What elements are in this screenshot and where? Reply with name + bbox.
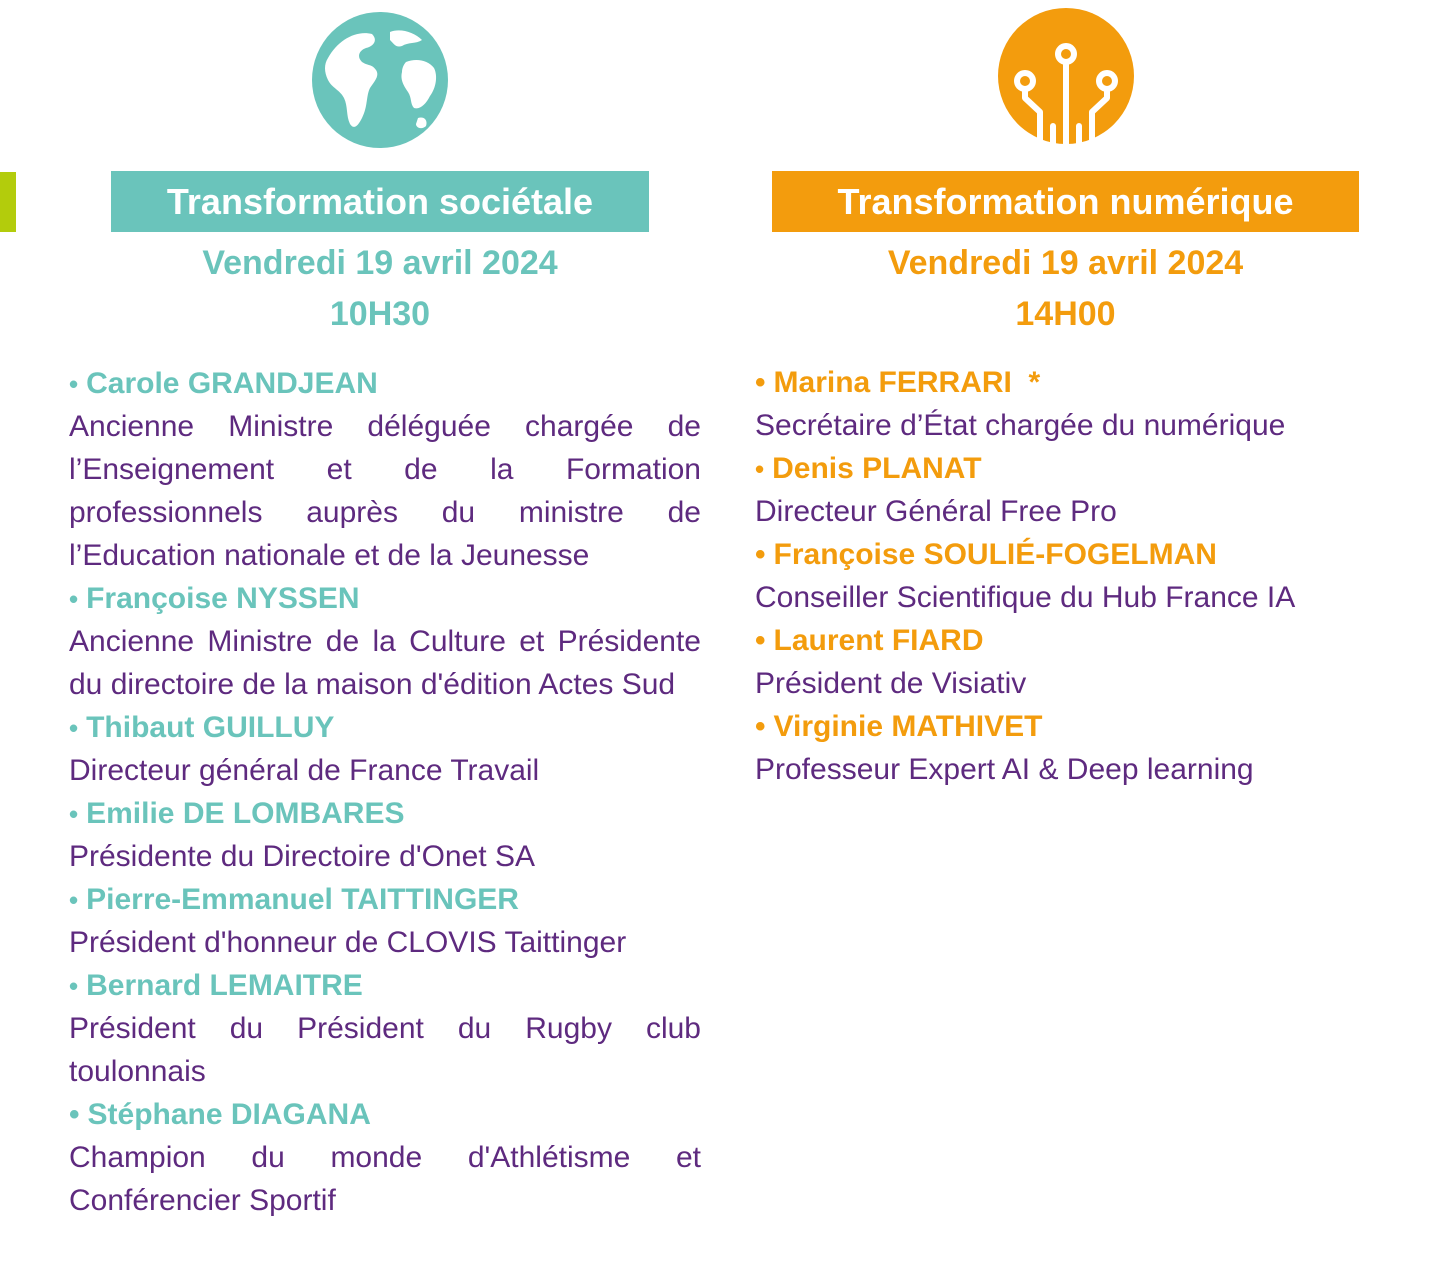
list-item — [755, 447, 1395, 533]
speaker-name — [69, 878, 701, 921]
speaker-role: Directeur général de France Travail — [69, 754, 540, 787]
speaker-name-text: Stéphane DIAGANA — [87, 1098, 371, 1131]
list-item — [755, 533, 1395, 619]
bullet: • — [755, 624, 766, 657]
speaker-name-text: Bernard LEMAITRE — [86, 969, 363, 1002]
list-item — [755, 361, 1395, 447]
bullet: • — [755, 710, 766, 743]
bullet: • — [69, 584, 79, 614]
bullet: • — [69, 1098, 80, 1131]
speaker-name — [755, 533, 1395, 576]
globe-icon — [310, 10, 450, 150]
list-item — [755, 619, 1395, 705]
speaker-name-text: Françoise NYSSEN — [86, 582, 360, 615]
speaker-role: Champion du monde d'Athlétisme et Conférencier Sportif — [69, 1141, 701, 1217]
speaker-role: Président de Visiativ — [755, 667, 1027, 700]
bullet: • — [755, 366, 766, 399]
speaker-name-text: Laurent FIARD — [773, 624, 984, 657]
speaker-name-text: Pierre-Emmanuel TAITTINGER — [86, 883, 519, 916]
speaker-role: Présidente du Directoire d'Onet SA — [69, 840, 535, 873]
speaker-name-text: Carole GRANDJEAN — [86, 367, 378, 400]
speaker-role: Directeur Général Free Pro — [755, 495, 1117, 528]
section-title: Transformation numérique — [837, 180, 1294, 222]
speaker-name-text: Françoise SOULIÉ-FOGELMAN — [773, 538, 1217, 571]
speaker-name — [755, 361, 1395, 404]
speaker-name-text: Thibaut GUILLUY — [86, 711, 335, 744]
event-time: 10H30 — [329, 295, 431, 333]
event-time: 14H00 — [1015, 295, 1116, 333]
bullet: • — [69, 799, 79, 829]
section-title: Transformation sociétale — [166, 180, 594, 222]
speaker-name — [69, 577, 701, 620]
speaker-name-text: Denis PLANAT — [772, 452, 982, 485]
list-item — [755, 705, 1395, 791]
speaker-name — [69, 792, 701, 835]
speaker-list — [69, 362, 701, 1222]
list-item — [69, 792, 701, 878]
list-item — [69, 577, 701, 706]
societal-title-band — [111, 171, 649, 232]
event-date: Vendredi 19 avril 2024 — [887, 244, 1244, 282]
speaker-role: Professeur Expert AI & Deep learning — [755, 753, 1254, 786]
speaker-name-text: Emilie DE LOMBARES — [86, 797, 405, 830]
speaker-role: Ancienne Ministre de la Culture et Présidente du directoire de la maison d'édition Actes Sud — [69, 625, 701, 701]
speaker-name-text: Virginie MATHIVET — [773, 710, 1043, 743]
circuit-icon — [996, 6, 1136, 146]
speaker-role: Secrétaire d’État chargée du numérique — [755, 409, 1286, 442]
list-item — [69, 964, 701, 1093]
speaker-name-text: Marina FERRARI * — [773, 366, 1041, 399]
bullet: • — [755, 454, 765, 484]
list-item — [69, 1093, 701, 1222]
bullet: • — [755, 538, 766, 571]
event-date: Vendredi 19 avril 2024 — [202, 244, 558, 282]
digital-title-band — [772, 171, 1359, 232]
speaker-role: Conseiller Scientifique du Hub France IA — [755, 581, 1296, 614]
speaker-name — [755, 705, 1395, 748]
bullet: • — [69, 713, 79, 743]
speaker-role: Ancienne Ministre déléguée chargée de l’Enseignement et de la Formation professionnels auprès du ministre de l’Education nationale et de la Jeunesse — [69, 410, 701, 572]
speaker-name — [69, 1093, 701, 1136]
list-item — [69, 362, 701, 577]
speaker-name — [69, 964, 701, 1007]
speaker-role: Président d'honneur de CLOVIS Taittinger — [69, 926, 627, 959]
speaker-list — [755, 361, 1395, 791]
list-item — [69, 878, 701, 964]
speaker-name — [69, 706, 701, 749]
bullet: • — [69, 885, 79, 915]
bullet: • — [69, 369, 79, 399]
bullet: • — [69, 971, 79, 1001]
speaker-name — [69, 362, 701, 405]
speaker-name — [755, 447, 1395, 490]
side-accent-tab — [0, 172, 16, 232]
list-item — [69, 706, 701, 792]
speaker-role: Président du Président du Rugby club toulonnais — [69, 1012, 701, 1088]
speaker-name — [755, 619, 1395, 662]
